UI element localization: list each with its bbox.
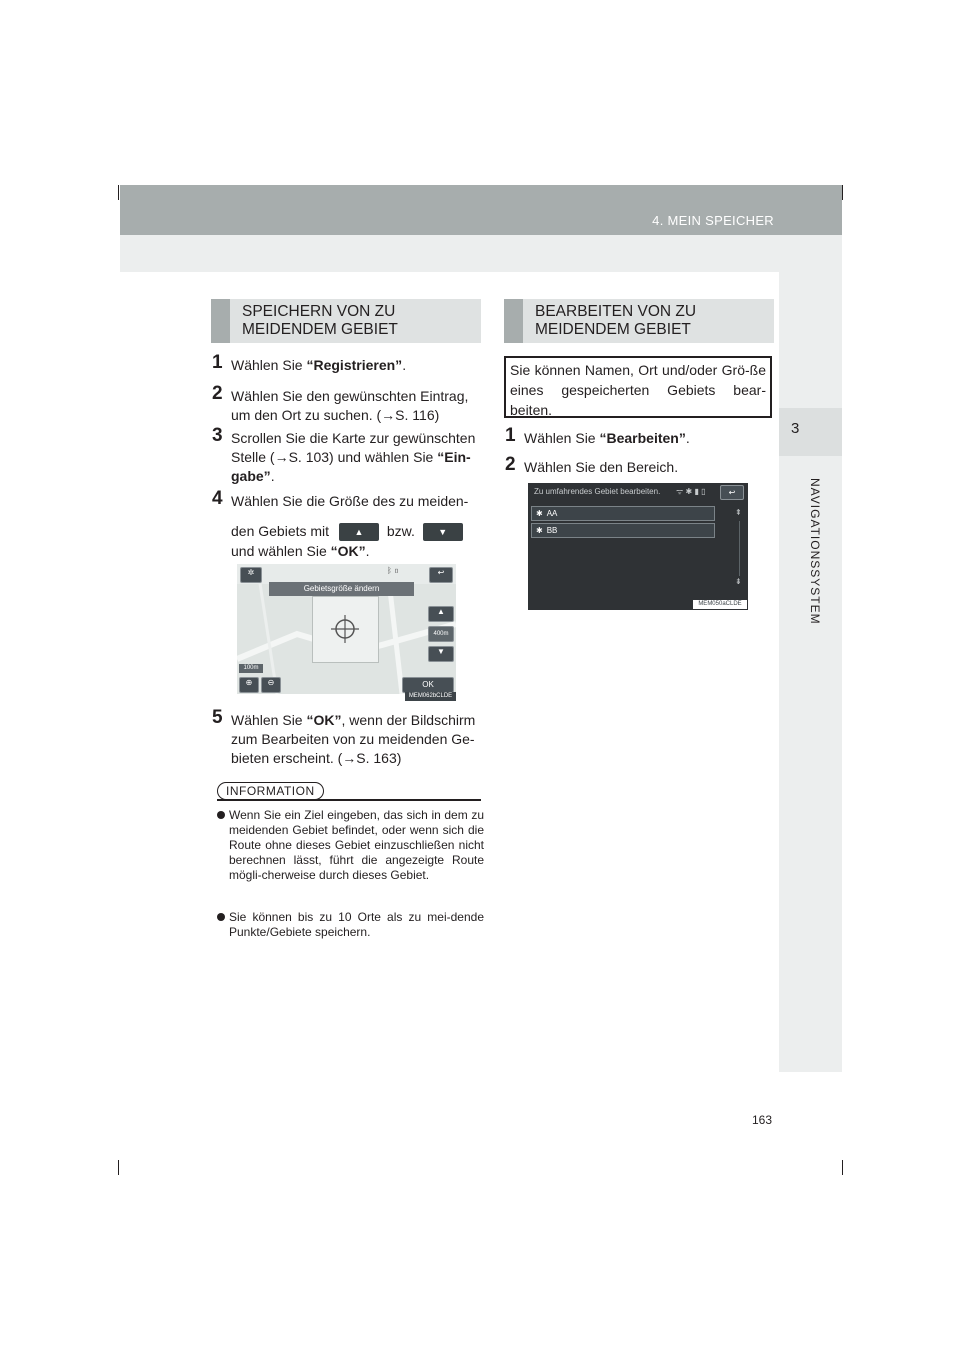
- crop-mark: [118, 185, 119, 200]
- page-number: 163: [752, 1113, 773, 1127]
- side-tab: [779, 272, 842, 1072]
- back-button[interactable]: ↩: [720, 485, 744, 500]
- size-value: 400m: [428, 626, 454, 642]
- image-code: MEM062bCLDE: [405, 692, 456, 701]
- step-5: 5 Wählen Sie “OK”, wenn der Bildschirm zum Bearbeiten von zu meidenden Ge- bieten erscheint. (→S. 163): [212, 707, 476, 766]
- step-number: 2: [212, 383, 223, 404]
- crop-mark: [842, 185, 843, 200]
- step-3: 3 Scrollen Sie die Karte zur gewünschten Stelle (→S. 103) und wählen Sie “Ein- gabe”.: [212, 425, 476, 484]
- list-item[interactable]: ✱ AA: [531, 506, 715, 521]
- section-heading-right: [504, 299, 774, 343]
- screenshot-edit-area: [528, 483, 748, 610]
- up-arrow-button-icon: ▲: [339, 523, 379, 541]
- heading-text: SPEICHERN VON ZU MEIDENDEM GEBIET: [242, 303, 398, 338]
- zoom-in-button[interactable]: ⊕: [239, 677, 259, 693]
- side-tab-number-box: [779, 408, 842, 456]
- intro-box: Sie können Namen, Ort und/oder Grö-ße eines gespeicherten Gebiets bear-beiten.: [504, 356, 772, 418]
- chapter-title: 4. MEIN SPEICHER: [652, 213, 774, 228]
- step-4-line-2: den Gebiets mit ▲ bzw. ▼: [231, 522, 481, 544]
- down-arrow-button-icon: ▼: [423, 523, 463, 541]
- information-label: INFORMATION: [217, 782, 324, 800]
- status-icons: ᯤ ✱ ▮ ▯: [676, 487, 706, 496]
- side-tab-label: NAVIGATIONSSYSTEM: [808, 478, 822, 625]
- scrollbar[interactable]: [739, 521, 740, 576]
- size-up-button[interactable]: ▲: [428, 606, 454, 622]
- info-bullet: Sie können bis zu 10 Orte als zu mei-dende Punkte/Gebiete speichern.: [217, 910, 485, 945]
- step-2: 2 Wählen Sie den gewünschten Eintrag, um den Ort zu suchen. (→S. 116): [212, 383, 469, 423]
- step-number: 3: [212, 425, 223, 446]
- list-item[interactable]: ✱ BB: [531, 523, 715, 538]
- step-1: 1 Wählen Sie “Bearbeiten”.: [505, 425, 690, 446]
- bullet-icon: [217, 913, 225, 921]
- area-icon: ✱: [536, 526, 543, 535]
- step-number: 4: [212, 488, 223, 509]
- step-number: 1: [212, 352, 223, 373]
- scroll-up-button[interactable]: ⇞: [735, 508, 742, 517]
- crop-mark: [842, 1160, 843, 1175]
- status-icons: ᛒ ▯: [387, 566, 399, 575]
- heading-stripe: [504, 299, 523, 343]
- area-preview-box: [312, 596, 379, 663]
- step-1: 1 Wählen Sie “Registrieren”.: [212, 352, 407, 373]
- heading-text: BEARBEITEN VON ZU MEIDENDEM GEBIET: [535, 303, 697, 338]
- ok-button[interactable]: OK: [402, 677, 454, 693]
- side-tab-number: 3: [791, 420, 800, 437]
- information-rule: [217, 799, 481, 801]
- crosshair-icon: [313, 597, 378, 662]
- screen-title: Zu umfahrendes Gebiet bearbeiten.: [534, 487, 661, 496]
- step-number: 5: [212, 707, 223, 728]
- info-bullet: Wenn Sie ein Ziel eingeben, das sich in dem zu meidenden Gebiet befindet, oder wenn sich die Route ohne dieses Gebiet einzuschließen nicht berechnen lässt, führt die angezeigte Route mögli-cherweise durch dieses Gebiet.: [217, 808, 485, 903]
- screen-title-bar: Gebietsgröße ändern: [269, 582, 414, 596]
- area-icon: ✱: [536, 509, 543, 518]
- step-2: 2 Wählen Sie den Bereich.: [505, 454, 679, 475]
- section-heading-left: [211, 299, 481, 343]
- crop-mark: [118, 1160, 119, 1175]
- compass-button[interactable]: ✲: [240, 567, 262, 583]
- scroll-down-button[interactable]: ⇟: [735, 577, 742, 586]
- step-number: 2: [505, 454, 516, 475]
- header-strip: [120, 235, 842, 272]
- screenshot-area-size: [237, 564, 456, 694]
- zoom-out-button[interactable]: ⊖: [261, 677, 281, 693]
- step-4: 4 Wählen Sie die Größe des zu meiden-: [212, 488, 469, 509]
- step-4-line-3: und wählen Sie “OK”.: [231, 543, 370, 559]
- heading-stripe: [211, 299, 230, 343]
- step-number: 1: [505, 425, 516, 446]
- size-down-button[interactable]: ▼: [428, 646, 454, 662]
- scale-indicator: 100m: [239, 664, 263, 673]
- bullet-icon: [217, 811, 225, 819]
- back-button[interactable]: ↩: [429, 567, 453, 583]
- image-code: MEM050aCLDE: [693, 600, 747, 609]
